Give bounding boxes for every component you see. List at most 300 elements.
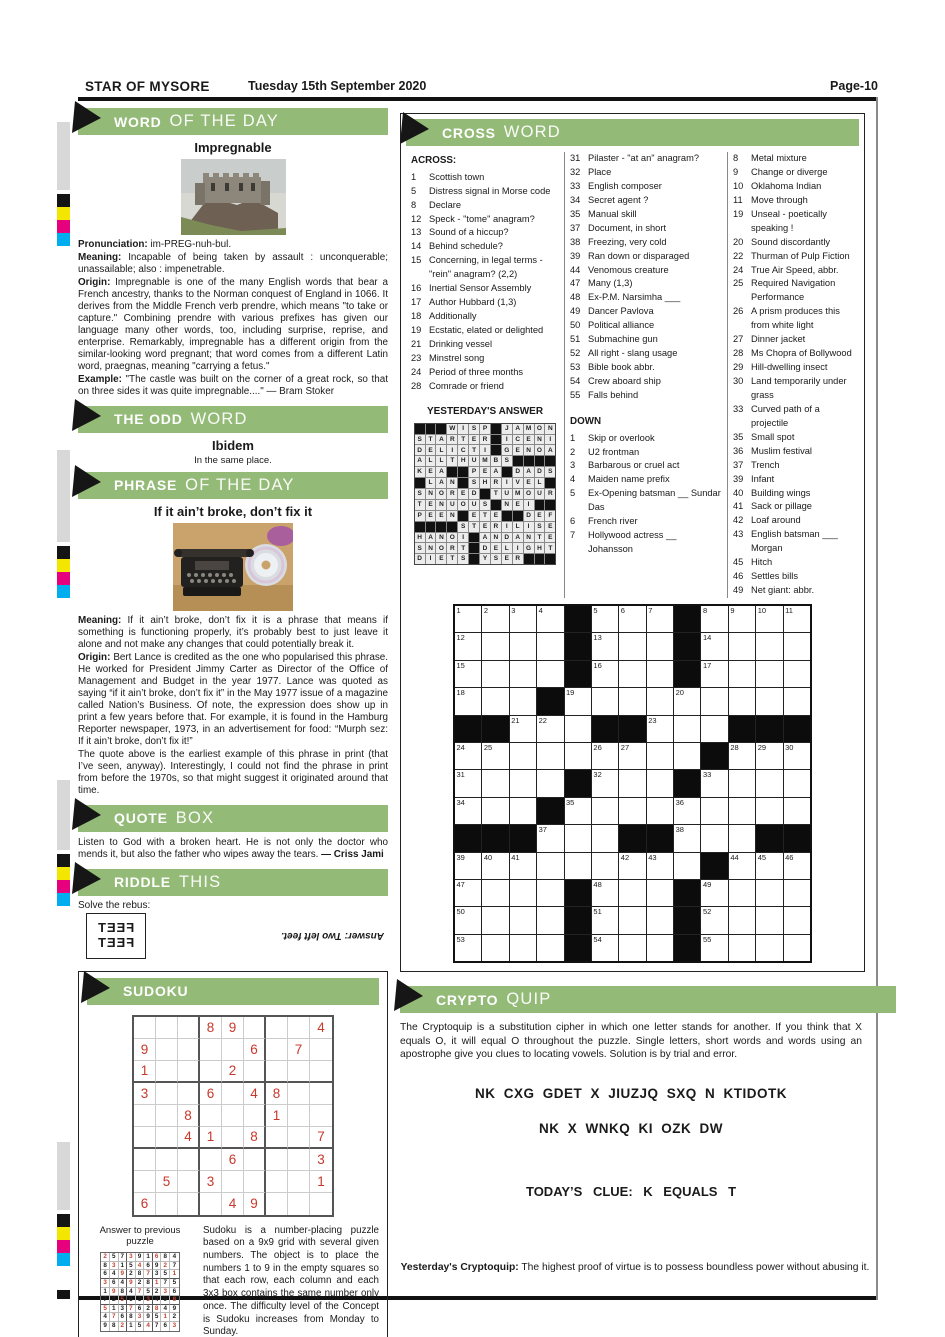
crossword-cell [729,661,755,687]
cell-number: 52 [702,907,712,917]
clue-text: Distress signal in Morse code [429,185,551,196]
meaning-paragraph [78,252,388,276]
crossword-cell [619,907,645,933]
crossword-black-cell [619,716,645,742]
answer-letter-cell: D [513,467,523,477]
registration-bar [57,122,70,190]
clue-item [570,459,722,473]
crossword-cell [565,716,591,742]
clue-number: 54 [570,376,581,386]
answer-letter-cell: G [524,543,534,553]
sudoku-cell: 3 [161,1288,170,1297]
sudoku-cell: 1 [170,1270,179,1279]
sudoku-cell: 8 [161,1253,170,1262]
cell-number: 31 [456,770,465,780]
sudoku-cell: 1 [310,1171,332,1193]
sudoku-cell: 1 [266,1105,288,1127]
meaning-label: Meaning: [78,614,122,626]
sudoku-cell [200,1061,222,1083]
crossword-cell [592,633,618,659]
registration-swatch [57,559,70,572]
sudoku-cell [156,1083,178,1105]
answer-letter-cell: E [491,543,501,553]
banner-bold-label: CROSS [442,124,496,141]
answer-letter-cell: H [458,456,468,466]
cryptoquip-cipher-line: NK CXG GDET X JIUZJQ SXQ N KTIDOTK [474,1085,788,1101]
sudoku-cell [178,1149,200,1171]
clue-text: Dinner jacket [751,334,806,345]
clue-number: 17 [411,297,422,308]
answer-letter-cell: E [469,511,479,521]
answer-letter-cell: O [535,445,545,455]
section-banner-phrase-of-the-day [78,472,388,499]
answer-letter-cell: U [469,500,479,510]
registration-swatch [57,220,70,233]
phrase-origin-paragraph [78,652,388,748]
answer-black-cell [458,478,468,488]
answer-letter-cell: E [535,511,545,521]
crossword-cell [784,770,810,796]
clue-item [570,446,722,460]
answer-letter-cell: S [469,478,479,488]
cell-number: 4 [538,606,543,615]
answer-letter-cell: M [513,489,523,499]
sudoku-cell [288,1105,310,1127]
crossword-cell [619,880,645,906]
crossword-grid [453,604,812,963]
clue-item [570,305,722,319]
clue-item [570,208,722,222]
answer-letter-cell: S [458,554,468,564]
crossword-cell [510,688,536,714]
sudoku-cell: 2 [110,1296,119,1305]
phrase-of-day-phrase: If it ain’t broke, don’t fix it [153,503,313,519]
sudoku-cell: 6 [144,1262,153,1271]
answer-letter-cell: Y [480,554,490,564]
cell-number: 39 [456,852,465,862]
clue-number: 1 [570,432,576,443]
answer-letter-cell: N [524,533,534,543]
answer-letter-cell: A [524,467,534,477]
cell-number: 6 [620,606,625,615]
answer-letter-cell: E [545,533,555,543]
clue-number: 8 [733,153,739,163]
clue-number: 39 [570,250,581,261]
crossword-cell [674,716,700,742]
cell-number: 54 [593,934,602,944]
answer-letter-cell: I [524,500,534,510]
clue-item [411,310,559,324]
sudoku-cell [178,1017,200,1039]
crossword-cell [674,825,700,851]
clue-number: 28 [411,380,422,391]
answer-letter-cell: A [545,445,555,455]
phrase-note-paragraph: The quote above is the earliest example of this phrase in print (that I’ve seen, anyway). Interestingly, I could not find the phrase in print from before the 1970s, so that might suggest it originated around that time. [78,748,388,796]
cell-number: 14 [702,633,712,643]
answer-black-cell [502,511,512,521]
clue-item [733,431,854,445]
right-column [400,113,870,1275]
clue-text: Hitch [751,557,773,568]
cell-number: 49 [702,879,712,889]
clue-text: Ex-P.M. Narsimha ___ [588,292,681,303]
clue-text: Many (1,3) [588,278,633,289]
cell-number: 5 [593,606,598,615]
crossword-cell [537,661,563,687]
cell-number: 48 [593,879,602,889]
crossword-cell [619,798,645,824]
cell-number: 18 [456,688,465,698]
left-column [78,108,388,1337]
sudoku-cell: 6 [200,1083,222,1105]
crossword-cell [592,661,618,687]
word-of-day-word: Impregnable [194,140,272,155]
sudoku-cell: 3 [110,1262,119,1271]
crossword-cell [510,633,536,659]
answer-letter-cell: N [447,478,457,488]
crossword-cell [619,743,645,769]
clue-text: Move through [751,194,808,205]
clue-text: Document, in short [588,222,667,233]
clue-text: Declare [429,199,462,210]
answer-letter-cell: E [458,489,468,499]
sudoku-cell: 6 [119,1313,128,1322]
crossword-cell [510,853,536,879]
clue-text: Minstrel song [429,352,485,363]
clue-item [570,432,722,446]
sudoku-cell: 5 [170,1279,179,1288]
crossword-cell [647,688,673,714]
answer-black-cell [426,522,436,532]
crossword-cell [592,743,618,769]
answer-black-cell [535,500,545,510]
crossword-black-cell [674,661,700,687]
clue-item [733,556,854,570]
sudoku-cell [134,1105,156,1127]
crossword-cell [455,661,481,687]
sudoku-cell: 7 [127,1305,136,1314]
clue-item [733,584,854,598]
crossword-cell [592,935,618,961]
clue-number: 7 [570,530,576,541]
sudoku-cell: 6 [127,1296,136,1305]
sudoku-cell: 5 [156,1171,178,1193]
answer-black-cell [491,445,501,455]
sudoku-cell: 2 [127,1270,136,1279]
crossword-cell [647,770,673,796]
crossword-cell [784,880,810,906]
sudoku-cell [288,1171,310,1193]
answer-letter-cell: N [545,424,555,434]
answer-black-cell [469,554,479,564]
sudoku-cell [266,1061,288,1083]
crossword-cell [619,606,645,632]
answer-letter-cell: S [502,456,512,466]
clue-text: Metal mixture [751,153,807,163]
sudoku-cell: 4 [101,1313,110,1322]
sudoku-cell: 3 [136,1313,145,1322]
crossword-cell [701,770,727,796]
riddle-prompt: Solve the rebus: [78,899,151,911]
crossword-black-cell [701,743,727,769]
crossword-black-cell [565,880,591,906]
crossword-cell [482,633,508,659]
answer-letter-cell: D [502,533,512,543]
sudoku-cell: 7 [119,1253,128,1262]
sudoku-cell: 4 [127,1288,136,1297]
crossword-cell [701,825,727,851]
sudoku-cell: 7 [144,1270,153,1279]
crossword-cell [455,853,481,879]
answer-black-cell [436,522,446,532]
crossword-cell [482,606,508,632]
answer-letter-cell: I [458,424,468,434]
clue-number: 9 [733,166,739,177]
phrase-meaning-text: If it ain’t broke, don’t fix it is a phrase that means if something is functioning properly, it’s probably best to just leave it alone and not make any changes that could potentially break it. [78,614,388,650]
cell-number: 7 [648,606,653,615]
answer-letter-cell: I [513,543,523,553]
answer-letter-cell: O [524,489,534,499]
down-clues-part2 [733,152,854,598]
sudoku-cell: 8 [244,1127,266,1149]
clue-number: 23 [411,352,422,363]
banner-bold-label: WORD [114,113,162,130]
cell-number: 50 [456,907,465,917]
answer-letter-cell: D [524,511,534,521]
clue-item [411,185,559,199]
sudoku-cell [244,1149,266,1171]
sudoku-cell: 2 [170,1313,179,1322]
section-banner-word-of-the-day [78,108,388,135]
crossword-cell [565,743,591,769]
crossword-cell [537,907,563,933]
sudoku-cell [178,1171,200,1193]
clue-number: 16 [411,283,422,294]
clue-item [733,528,854,556]
clue-text: Muslim festival [751,445,812,456]
answer-letter-cell: N [491,533,501,543]
cell-number: 12 [456,633,465,643]
answer-letter-cell: T [480,511,490,521]
clue-number: 45 [733,557,744,568]
masthead: STAR OF MYSORE [85,79,210,94]
answer-letter-cell: I [480,445,490,455]
crossword-cell [592,798,618,824]
crossword-cell [537,880,563,906]
answer-letter-cell: L [436,445,446,455]
answer-letter-cell: E [513,500,523,510]
answer-letter-cell: E [426,445,436,455]
crossword-cell [619,770,645,796]
crossword-cell [647,880,673,906]
sudoku-cell: 7 [161,1279,170,1288]
answer-letter-cell: H [535,543,545,553]
clue-item [733,403,854,431]
clue-number: 3 [570,460,576,471]
sudoku-cell: 9 [134,1039,156,1061]
clue-text: Hollywood actress __ Johansson [588,530,677,555]
clue-text: Thurman of Pulp Fiction [751,250,850,261]
crossword-cell [729,743,755,769]
cell-number: 38 [675,825,684,835]
sudoku-cell: 9 [110,1288,119,1297]
sudoku-cell: 7 [170,1262,179,1271]
answer-letter-cell: E [513,445,523,455]
answer-letter-cell: E [436,511,446,521]
answer-letter-cell: E [545,522,555,532]
clue-number: 33 [570,180,581,191]
crossword-cell [619,661,645,687]
crossword-black-cell [565,606,591,632]
yesterday-answer-title: YESTERDAY'S ANSWER [426,405,544,417]
clue-number: 55 [570,389,581,400]
answer-black-cell [415,424,425,434]
clue-number: 4 [570,474,576,485]
cell-number: 43 [648,852,657,862]
crossword-cell [592,880,618,906]
clue-item [570,277,722,291]
answer-letter-cell: A [436,467,446,477]
crossword-black-cell [647,825,673,851]
clue-item [570,180,722,194]
crossword-black-cell [482,825,508,851]
clue-item [733,347,854,361]
clue-number: 35 [733,431,744,442]
clue-text: Additionally [429,311,477,322]
sudoku-cell: 3 [310,1149,332,1171]
crossword-cell [619,935,645,961]
sudoku-cell [222,1171,244,1193]
sudoku-cell: 7 [136,1288,145,1297]
crossword-black-cell [537,688,563,714]
clue-item [733,333,854,347]
sudoku-cell: 8 [266,1083,288,1105]
sudoku-cell: 5 [136,1322,145,1331]
answer-letter-cell: E [524,478,534,488]
sudoku-cell: 4 [244,1083,266,1105]
crossword-cell [756,688,782,714]
example-label: Example: [78,373,122,385]
answer-letter-cell: R [491,522,501,532]
sudoku-cell: 7 [288,1039,310,1061]
clue-text: Land temporarily under grass [751,376,847,400]
pronunciation-text: im-PREG-nuh-bul. [150,239,232,250]
clue-item [411,352,559,366]
crossword-cell [510,743,536,769]
crossword-cell [701,798,727,824]
clue-number: 11 [733,194,743,205]
clue-text: Ms Chopra of Bollywood [751,348,852,359]
crossword-cell [784,743,810,769]
crossword-cell [784,606,810,632]
crossword-black-cell [674,606,700,632]
clue-number: 10 [733,180,744,191]
crossword-black-cell [674,633,700,659]
flag-icon [71,397,103,433]
clue-item [411,324,559,338]
crossword-cell [701,880,727,906]
clue-item [570,361,722,375]
crossword-black-cell [674,907,700,933]
crossword-cell [729,935,755,961]
crossword-cell [455,770,481,796]
answer-letter-cell: I [502,522,512,532]
clue-item [733,473,854,487]
sudoku-cell: 2 [101,1253,110,1262]
sudoku-description: Sudoku is a number-placing puzzle based on a 9x9 grid with several given numbers. The object is to place the numbers 1 to 9 in the empty squares so that each row, each column and each 3x3 box contains the same number only once. The difficulty level of the Concept is Sudoku increases from Monday to Sunday. [203,1224,379,1337]
answer-letter-cell: I [447,445,457,455]
cell-number: 19 [566,688,575,698]
answer-black-cell [469,543,479,553]
clue-number: 14 [411,241,422,252]
banner-bold-label: QUOTE [114,810,168,827]
answer-letter-cell: P [480,424,490,434]
sudoku-cell [156,1193,178,1215]
crossword-black-cell [756,825,782,851]
section-banner-quote-box [78,805,388,832]
clue-number: 37 [733,459,744,470]
clue-text: Unseal - poetically speaking ! [751,208,827,233]
rebus-row [78,913,388,959]
cell-number: 9 [730,606,735,615]
answer-black-cell [426,424,436,434]
answer-letter-cell: O [436,489,446,499]
registration-swatch [57,1227,70,1240]
clue-text: Dancer Pavlova [588,306,654,317]
answer-black-cell [469,533,479,543]
answer-letter-cell: E [469,435,479,445]
answer-letter-cell: E [491,511,501,521]
crossword-cell [784,935,810,961]
clue-text: Barbarous or cruel act [588,460,680,471]
clue-text: Inertial Sensor Assembly [429,283,532,294]
clue-item [733,375,854,403]
sudoku-cell: 3 [153,1270,162,1279]
answer-black-cell [545,500,555,510]
crossword-cell [510,606,536,632]
clue-number: 20 [733,236,744,247]
sudoku-cell [222,1083,244,1105]
clue-text: Speck - "tome" anagram? [429,213,535,224]
sudoku-cell: 3 [119,1305,128,1314]
crossword-cell [701,688,727,714]
clue-text: Ran down or disparaged [588,250,690,261]
sudoku-cell: 5 [110,1253,119,1262]
sudoku-cell: 9 [161,1296,170,1305]
sudoku-cell: 8 [110,1322,119,1331]
crossword-cell [701,606,727,632]
clue-number: 52 [570,348,581,359]
answer-letter-cell: L [436,456,446,466]
clue-number: 35 [570,208,581,219]
sudoku-cell [134,1149,156,1171]
clue-text: Change or diverge [751,166,828,177]
answer-letter-cell: S [415,489,425,499]
cell-number: 2 [483,606,489,615]
crossword-cell [482,743,508,769]
sudoku-cell [156,1039,178,1061]
registration-swatch [57,194,70,207]
cell-number: 34 [456,797,465,807]
answer-letter-cell: U [447,500,457,510]
answer-letter-cell: I [426,554,436,564]
answer-letter-cell: H [480,478,490,488]
crossword-cell [756,853,782,879]
crossword-cell [647,935,673,961]
clue-text: Required Navigation Performance [751,278,836,303]
flag-icon [80,969,112,1005]
crossword-cell [619,633,645,659]
